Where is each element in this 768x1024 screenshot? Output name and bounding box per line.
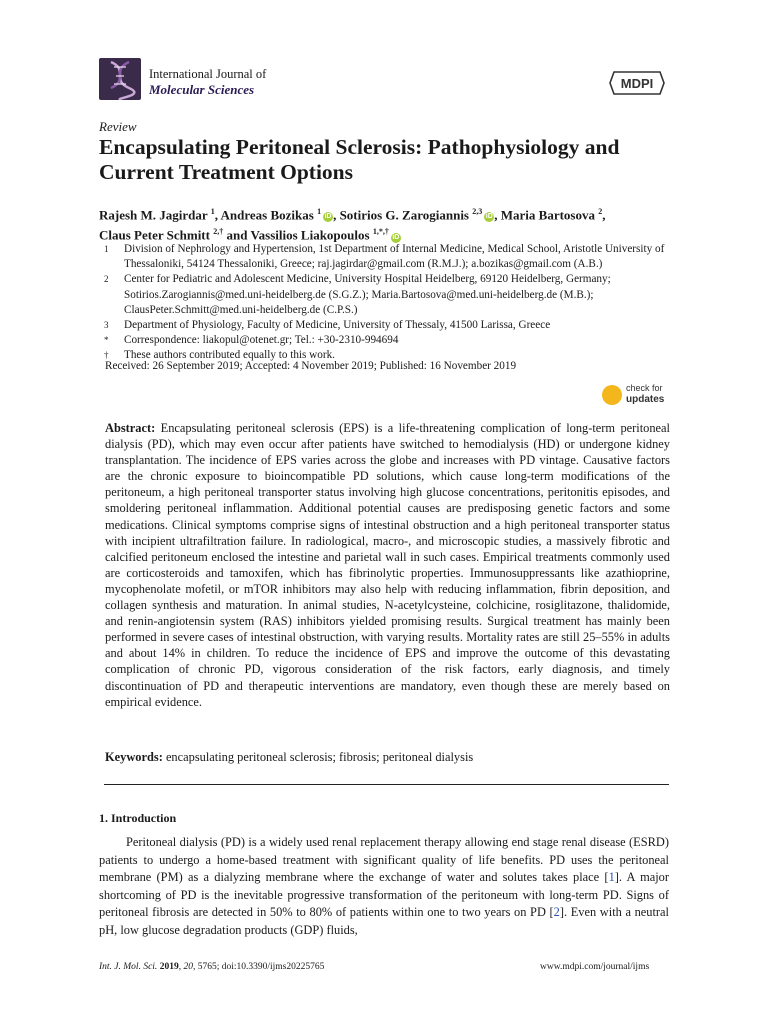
- affiliation-text: Correspondence: liakopul@otenet.gr; Tel.: +30-2310-994694: [124, 334, 399, 347]
- affiliation-text: These authors contributed equally to this work.: [124, 349, 335, 362]
- journal-name: [149, 66, 266, 98]
- orcid-icon[interactable]: iD: [392, 233, 400, 241]
- abstract-label: Abstract:: [105, 421, 156, 435]
- introduction-paragraph: Peritoneal dialysis (PD) is a widely used renal replacement therapy allowing end stage renal disease (ESRD) patients to undergo a home-based treatment with significant quality of life benefits. PD uses the peritoneal membrane (PM) as a dialyzing membrane where the exchange of water and solutes takes place [1]. A major shortcoming of PD is the inevitable progressive transformation of the peritoneum with long-term PD. Signs of peritoneal fibrosis are detected in 50% to 80% of patients within one to two years on PD [2]. Even with a neutral pH, low glucose degradation products (GDP) fluids,: [99, 835, 669, 937]
- affiliation-item: [104, 242, 704, 272]
- abstract: [105, 420, 670, 710]
- footer-journal-abbr: Int. J. Mol. Sci.: [99, 962, 158, 972]
- footer-citation: Int. J. Mol. Sci. 2019, 20, 5765; doi:10.3390/ijms20225765: [99, 962, 325, 972]
- affiliation-list: [104, 242, 704, 364]
- affiliation-item: [104, 333, 704, 348]
- affiliation-text: Division of Nephrology and Hypertension, 1st Department of Internal Medicine, Medical School, Aristotle University of Thessaloniki, 54124 Thessaloniki, Greece; raj.jagirdar@gmail.com (R.M.J.); a.bozikas@gmail.com (A.B.): [124, 243, 665, 271]
- author-affiliation-sup: 2: [598, 207, 603, 216]
- keywords-text: encapsulating peritoneal sclerosis; fibrosis; peritoneal dialysis: [165, 750, 474, 764]
- mdpi-logo: [608, 68, 666, 98]
- keywords: [105, 749, 670, 765]
- footer-volume: 20: [183, 962, 193, 972]
- author-affiliation-sup: 2,3: [472, 207, 483, 216]
- article-title: Encapsulating Peritoneal Sclerosis: Pathophysiology and Current Treatment Options: [99, 135, 620, 184]
- journal-name-line1: International Journal of: [149, 67, 267, 81]
- affiliation-text: Center for Pediatric and Adolescent Medicine, University Hospital Heidelberg, 69120 Heidelberg, Germany; Sotirios.Zarogiannis@med.uni-heidelberg.de (S.G.Z.); Maria.Bartosova@med.uni-heidelberg.de (M.B.); ClausPeter.Schmitt@med.uni-heidelberg.de (C.P.S.): [124, 273, 611, 316]
- affiliation-mark: †: [104, 350, 109, 361]
- article-type: Review: [99, 119, 137, 134]
- author-name: Vassilios Liakopoulos: [250, 227, 373, 243]
- author-name: Rajesh M. Jagirdar: [99, 207, 211, 223]
- footer-year: 2019: [159, 962, 179, 972]
- citation-link[interactable]: 2: [553, 905, 560, 920]
- author-name: Claus Peter Schmitt: [99, 227, 214, 243]
- author-name: Sotirios G. Zarogiannis: [339, 207, 473, 223]
- dna-helix-icon: [99, 58, 141, 100]
- affiliation-mark: 3: [104, 320, 109, 331]
- author-name: Andreas Bozikas: [220, 207, 318, 223]
- check-updates-line2: updates: [626, 394, 665, 405]
- divider: [104, 784, 669, 785]
- author-affiliation-sup: 1,*,†: [372, 227, 389, 237]
- affiliation-item: [104, 318, 704, 333]
- affiliation-item: [104, 272, 704, 318]
- abstract-text: Encapsulating peritoneal sclerosis (EPS) is a life-threatening complication of long-term peritoneal dialysis (PD), which may even occur after patients have switched to hemodialysis (HD) or undergone kidney transplantation. The incidence of EPS varies across the globe and increases with PD vintage. Causative factors are the chronic exposure to bioincompatible PD solutions, which cause long-term modifications of the peritoneum, a high peritoneal transporter status involving high glucose concentrations, peritonitis episodes, and smoldering peritoneal inflammation. Additional potential causes are predisposing genetic factors and some medications. Clinical symptoms comprise signs of intestinal obstruction and a high peritoneal transporter status with incipient ultrafiltration failure. In radiological, macro-, and microscopic studies, a massively fibrotic and calcified peritoneum enclosed the intestine and parietal wall in such cases. Empirical treatments commonly used are corticosteroids and tamoxifen, which has fibrinolytic properties. Immunosuppressants like azathioprine, mycophenolate mofetil, or mTOR inhibitors may also help with reducing inflammation, fibrin deposition, and collagen synthesis and maturation. In animal studies, N-acetylcysteine, colchicine, rosiglitazone, thalidomide, and renin-angiotensin system (RAS) inhibitors yielded promising results. Surgical treatment has mainly been performed in severe cases of intestinal obstruction, with varying results. Mortality rates are still 25–55% in adults and about 14% in children. To reduce the incidence of EPS and improve the outcome of this devastating complication of chronic PD, vigorous consideration of the risk factors, early diagnosis, and timely discontinuation of PD and therapeutic interventions are mandatory, even though these are merely based on empirical evidence.: [105, 421, 670, 709]
- author-separator: ,: [333, 207, 340, 223]
- publication-dates: Received: 26 September 2019; Accepted: 4 November 2019; Published: 16 November 2019: [105, 360, 517, 372]
- author-affiliation-sup: 1: [317, 207, 322, 216]
- footer-url[interactable]: www.mdpi.com/journal/ijms: [540, 962, 650, 972]
- footer-doi: , 5765; doi:10.3390/ijms20225765: [192, 962, 325, 972]
- citation-link[interactable]: 1: [608, 870, 615, 885]
- journal-logo: [99, 58, 141, 100]
- affiliation-text: Department of Physiology, Faculty of Medicine, University of Thessaly, 41500 Larissa, Greece: [124, 319, 551, 332]
- keywords-label: Keywords:: [105, 750, 163, 764]
- section-heading: 1. Introduction: [99, 811, 177, 825]
- check-for-updates-badge[interactable]: [602, 383, 676, 409]
- affiliation-mark: 2: [104, 274, 109, 285]
- affiliation-mark: 1: [104, 244, 109, 254]
- author-list: [99, 203, 689, 244]
- check-updates-line1: check for: [626, 383, 663, 393]
- author-affiliation-sup: 1: [210, 207, 215, 216]
- introduction-text: [99, 834, 669, 940]
- author-name: Maria Bartosova: [500, 207, 599, 223]
- check-updates-icon: [602, 385, 622, 405]
- author-separator: ,: [602, 207, 606, 223]
- author-affiliation-sup: 2,†: [213, 227, 224, 237]
- affiliation-mark: *: [104, 335, 109, 346]
- journal-name-line2: Molecular Sciences: [149, 82, 255, 97]
- orcid-icon[interactable]: iD: [485, 213, 493, 221]
- author-separator: and: [223, 227, 251, 243]
- svg-text:MDPI: MDPI: [620, 76, 654, 91]
- orcid-icon[interactable]: iD: [324, 213, 332, 221]
- author-separator: ,: [494, 207, 501, 223]
- author-separator: ,: [214, 207, 221, 223]
